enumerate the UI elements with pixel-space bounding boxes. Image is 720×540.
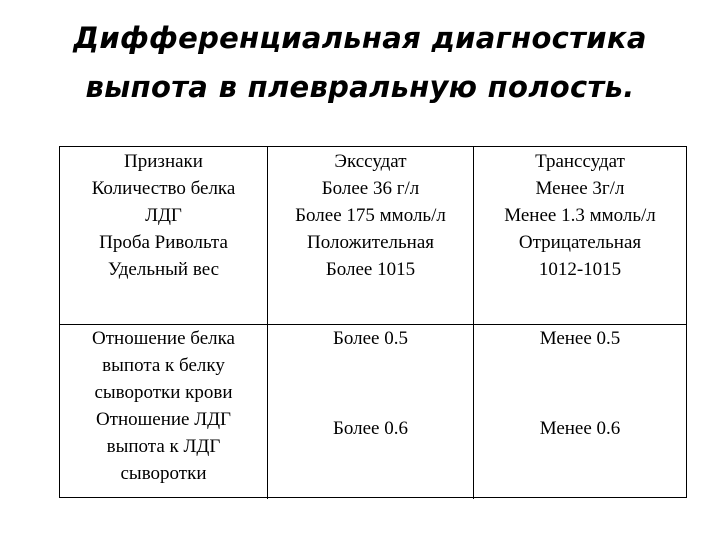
ratio-ldh-label-3: сыворотки [120, 463, 207, 484]
header-exudate: Экссудат [334, 151, 407, 172]
ratio-ldh-label-1: Отношение ЛДГ [95, 409, 232, 430]
header-signs: Признаки [124, 151, 203, 172]
ratio-protein-label-3: сыворотки крови [94, 382, 233, 403]
ratio-protein-label-2: выпота к белку [102, 355, 225, 376]
table-cell-exudate [268, 147, 474, 325]
row-label-specific-gravity: Удельный вес [107, 259, 220, 280]
transudate-protein-ratio: Менее 0.5 [539, 328, 621, 349]
title-line-2: выпота в плевральную полость. [85, 70, 635, 104]
transudate-specific-gravity: 1012-1015 [538, 259, 622, 280]
transudate-ldh: Менее 1.3 ммоль/л [504, 205, 656, 226]
transudate-protein: Менее 3г/л [535, 178, 625, 199]
row-label-ldh: ЛДГ [145, 205, 182, 226]
transudate-ldh-ratio: Менее 0.6 [539, 418, 621, 439]
exudate-ldh: Более 175 ммоль/л [295, 205, 446, 226]
row-label-protein: Количество белка [91, 178, 236, 199]
ratio-protein-label-1: Отношение белка [92, 328, 235, 349]
title-line-1: Дифференциальная диагностика [73, 21, 647, 55]
table-cell-transudate [474, 147, 686, 325]
exudate-ldh-ratio: Более 0.6 [332, 418, 408, 439]
transudate-rivalta: Отрицательная [518, 232, 642, 253]
exudate-specific-gravity: Более 1015 [325, 259, 416, 280]
table-cell-signs [60, 147, 268, 325]
header-transudate: Транссудат [535, 151, 625, 172]
exudate-protein: Более 36 г/л [321, 178, 420, 199]
diagnosis-table [59, 146, 687, 498]
table-cell-transudate-ratios [474, 325, 686, 499]
table-cell-ratios [60, 325, 268, 499]
exudate-rivalta: Положительная [307, 232, 434, 253]
slide-title [0, 14, 720, 112]
table-cell-exudate-ratios [268, 325, 474, 499]
ratio-ldh-label-2: выпота к ЛДГ [106, 436, 221, 457]
exudate-protein-ratio: Более 0.5 [332, 328, 408, 349]
row-label-rivalta: Проба Ривольта [99, 232, 228, 253]
